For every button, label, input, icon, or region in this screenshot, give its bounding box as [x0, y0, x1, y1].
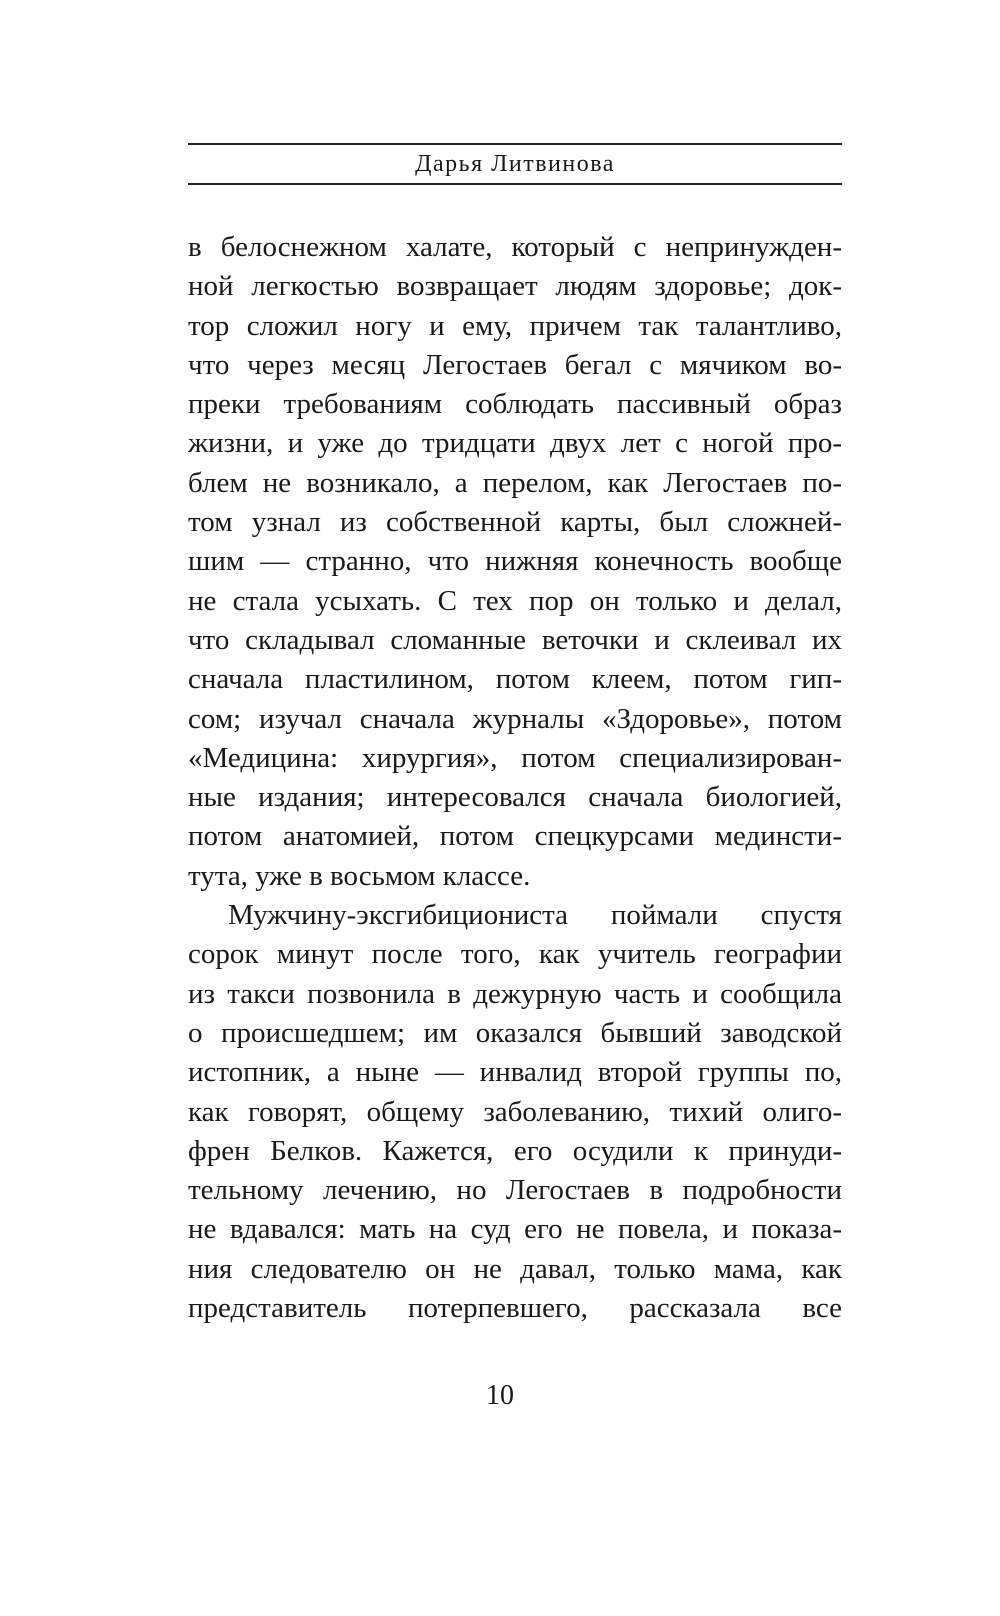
- text-line: ной легкостью возвращает людям здоровье; док-: [188, 270, 842, 303]
- text-line: тор сложил ногу и ему, причем так талантливо,: [188, 309, 842, 342]
- page-number: 10: [486, 1380, 514, 1411]
- text-line: френ Белков. Кажется, его осудили к принуди-: [188, 1134, 842, 1167]
- text-line: сорок минут после того, как учитель географии: [188, 938, 842, 971]
- running-head: [188, 143, 842, 185]
- text-line: не вдавался: мать на суд его не повела, и показа-: [188, 1213, 842, 1246]
- text-line: ные издания; интересовался сначала биологией,: [188, 781, 842, 814]
- text-line: о происшедшем; им оказался бывший заводской: [188, 1016, 842, 1049]
- text-line-paragraph-start: Мужчину-эксгибициониста поймали спустя: [228, 899, 842, 932]
- text-line: ния следователю он не давал, только мама, как: [188, 1252, 842, 1285]
- text-line: что через месяц Легостаев бегал с мячиком во-: [188, 348, 842, 381]
- text-line: том узнал из собственной карты, был сложней-: [188, 506, 842, 539]
- text-line: потом анатомией, потом спецкурсами мединсти-: [188, 820, 842, 853]
- text-line: блем не возникало, а перелом, как Легостаев по-: [188, 466, 842, 499]
- text-line: тельному лечению, но Легостаев в подробности: [188, 1174, 842, 1207]
- text-line: сом; изучал сначала журналы «Здоровье», потом: [188, 702, 842, 735]
- running-head-title: Дарья Литвинова: [415, 151, 615, 177]
- text-line: представитель потерпевшего, рассказала все: [188, 1292, 842, 1325]
- text-line: сначала пластилином, потом клеем, потом гип-: [188, 663, 842, 696]
- text-line: что складывал сломанные веточки и склеивал их: [188, 623, 842, 656]
- body-text: [188, 228, 842, 1328]
- text-line: в белоснежном халате, который с непринужден-: [188, 231, 842, 263]
- text-line: не стала усыхать. С тех пор он только и делал,: [188, 584, 842, 617]
- text-line: истопник, а ныне — инвалид второй группы по,: [188, 1056, 842, 1089]
- text-line: из такси позвонила в дежурную часть и сообщила: [188, 977, 842, 1010]
- text-line-paragraph-end: тута, уже в восьмом классе.: [188, 859, 531, 892]
- text-line: преки требованиям соблюдать пассивный образ: [188, 388, 842, 421]
- text-line: как говорят, общему заболеванию, тихий олиго-: [188, 1095, 842, 1128]
- text-line: жизни, и уже до тридцати двух лет с ногой про-: [188, 427, 842, 460]
- text-line: «Медицина: хирургия», потом специализирован-: [188, 741, 842, 774]
- text-line: шим — странно, что нижняя конечность вообще: [188, 545, 842, 578]
